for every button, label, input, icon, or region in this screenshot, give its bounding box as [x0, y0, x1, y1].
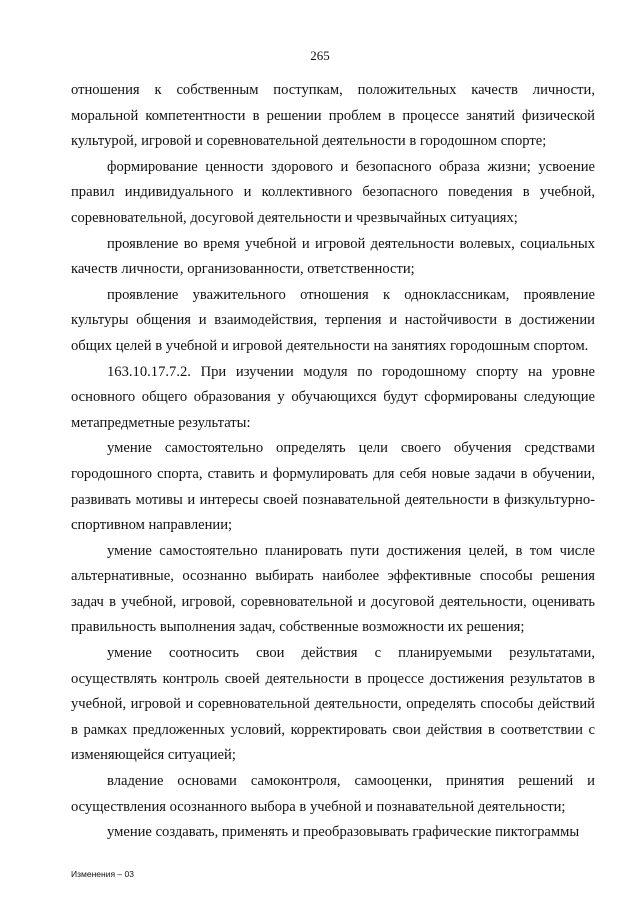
paragraph-planning: умение самостоятельно планировать пути достижения целей, в том числе альтернативные, осознанно выбирать наиболее эффективные способы решения задач в учебной, игровой, соревновательной и досуговой деятельности, оценивать правильность выполнения задач, собственные возможности их решения; — [71, 542, 595, 636]
paragraph-goal-setting: умение самостоятельно определять цели своего обучения средствами городошного спорта, ставить и формулировать для себя новые задачи в обучении, развивать мотивы и интересы своей познавательной деятельности в физкультурно-спортивном направлении; — [71, 440, 595, 534]
body-text — [71, 78, 595, 846]
paragraph-self-assessment: владение основами самоконтроля, самооценки, принятия решений и осуществления осознанного выбора в учебной и познавательной деятельности; — [71, 773, 595, 815]
paragraph-healthy-lifestyle: формирование ценности здорового и безопасного образа жизни; усвоение правил индивидуального и коллективного безопасного поведения в учебной, соревновательной, досуговой деятельности и чрезвычайных ситуациях; — [71, 158, 595, 226]
paragraph-continuation: отношения к собственным поступкам, положительных качеств личности, моральной компетентности в решении проблем в процессе занятий физической культурой, игровой и соревновательной деятельности в городошном спорте; — [71, 82, 595, 150]
paragraph-section-163-10-17-7-2: 163.10.17.7.2. При изучении модуля по городошному спорту на уровне основного общего образования у обучающихся будут сформированы следующие метапредметные результаты: — [71, 363, 595, 431]
page-number: 265 — [310, 48, 330, 63]
paragraph-volitional-qualities: проявление во время учебной и игровой деятельности волевых, социальных качеств личности, организованности, ответственности; — [71, 235, 595, 278]
footer-revision-note: Изменения – 03 — [71, 869, 134, 879]
paragraph-self-control: умение соотносить свои действия с планируемыми результатами, осуществлять контроль своей деятельности в процессе достижения результатов в учебной, игровой и соревновательной деятельности, определять способы действий в рамках предложенных условий, корректировать свои действия в соответствии с изменяющейся ситуацией; — [71, 645, 595, 764]
paragraph-respectful-attitude: проявление уважительного отношения к одноклассникам, проявление культуры общения и взаимодействия, терпения и настойчивости в достижении общих целей в учебной и игровой деятельности на занятиях городошным спортом. — [71, 286, 595, 354]
paragraph-pictograms: умение создавать, применять и преобразовывать графические пиктограммы — [107, 824, 580, 841]
